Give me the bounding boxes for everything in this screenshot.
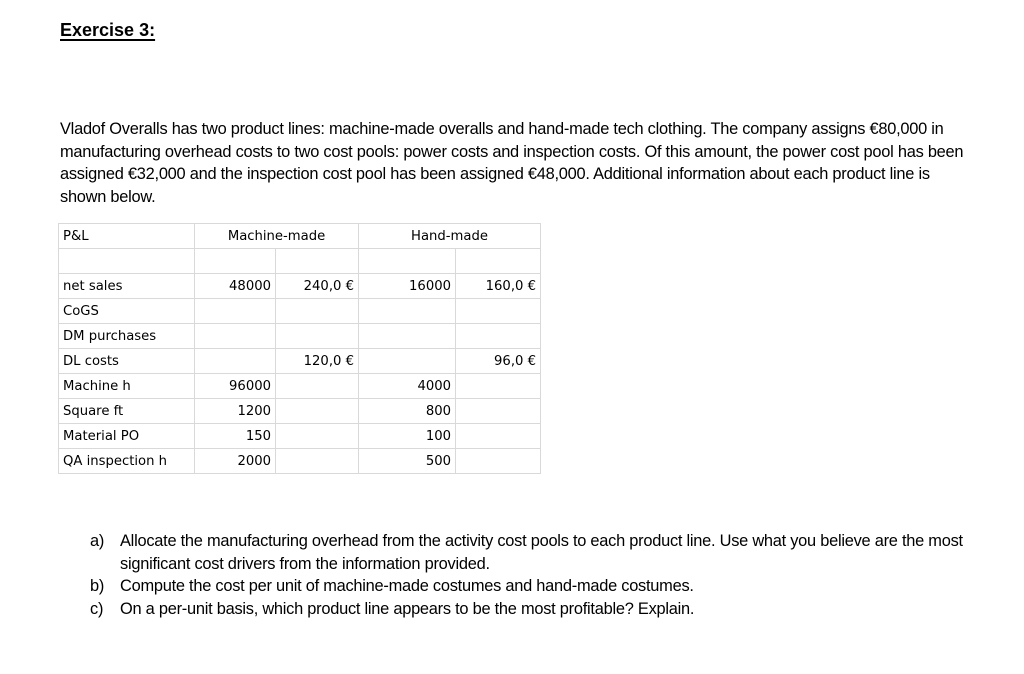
hand-amount: 160,0 € bbox=[456, 274, 541, 299]
machine-value bbox=[195, 349, 276, 374]
hand-amount bbox=[456, 249, 541, 274]
hand-value bbox=[359, 249, 456, 274]
row-label: Material PO bbox=[59, 424, 195, 449]
question-label: b) bbox=[90, 577, 105, 596]
table-row bbox=[59, 374, 541, 399]
header-pl: P&L bbox=[59, 224, 195, 249]
question-text: Allocate the manufacturing overhead from the activity cost pools to each product line. Use what you believe are the most significant cost drivers from the information provided. bbox=[120, 532, 963, 573]
hand-value: 4000 bbox=[359, 374, 456, 399]
machine-amount bbox=[276, 399, 359, 424]
hand-amount bbox=[456, 449, 541, 474]
hand-value bbox=[359, 349, 456, 374]
question-text: On a per-unit basis, which product line appears to be the most profitable? Explain. bbox=[120, 599, 695, 618]
header-machine-made: Machine-made bbox=[195, 224, 359, 249]
machine-amount bbox=[276, 449, 359, 474]
hand-value: 16000 bbox=[359, 274, 456, 299]
machine-amount bbox=[276, 424, 359, 449]
row-label: CoGS bbox=[59, 299, 195, 324]
machine-value: 48000 bbox=[195, 274, 276, 299]
question-list bbox=[90, 530, 970, 620]
table-row bbox=[59, 299, 541, 324]
question-text: Compute the cost per unit of machine-made costumes and hand-made costumes. bbox=[120, 577, 694, 596]
machine-amount bbox=[276, 299, 359, 324]
machine-amount bbox=[276, 324, 359, 349]
table-row bbox=[59, 324, 541, 349]
row-label bbox=[59, 249, 195, 274]
machine-value bbox=[195, 299, 276, 324]
pl-table bbox=[58, 223, 541, 474]
table-row bbox=[59, 274, 541, 299]
question-a bbox=[90, 530, 970, 575]
hand-amount bbox=[456, 374, 541, 399]
exercise-title: Exercise 3: bbox=[60, 20, 156, 40]
hand-amount bbox=[456, 424, 541, 449]
machine-value bbox=[195, 324, 276, 349]
row-label: DM purchases bbox=[59, 324, 195, 349]
hand-amount bbox=[456, 399, 541, 424]
row-label: QA inspection h bbox=[59, 449, 195, 474]
hand-value: 100 bbox=[359, 424, 456, 449]
row-label: net sales bbox=[59, 274, 195, 299]
machine-amount bbox=[276, 374, 359, 399]
hand-amount bbox=[456, 299, 541, 324]
machine-value bbox=[195, 249, 276, 274]
table-row bbox=[59, 424, 541, 449]
machine-amount bbox=[276, 249, 359, 274]
machine-value: 1200 bbox=[195, 399, 276, 424]
machine-amount: 120,0 € bbox=[276, 349, 359, 374]
row-label: Machine h bbox=[59, 374, 195, 399]
machine-value: 2000 bbox=[195, 449, 276, 474]
table-row bbox=[59, 399, 541, 424]
table-header-row bbox=[59, 224, 541, 249]
hand-amount bbox=[456, 324, 541, 349]
hand-value: 800 bbox=[359, 399, 456, 424]
intro-paragraph: Vladof Overalls has two product lines: machine-made overalls and hand-made tech clothing. The company assigns €80,000 in manufacturing overhead costs to two cost pools: power costs and inspection costs. Of this amount, the power cost pool has been assigned €32,000 and the inspection cost pool has been assigned €48,000. Additional information about each product line is shown below. bbox=[60, 120, 964, 206]
row-label: DL costs bbox=[59, 349, 195, 374]
hand-value: 500 bbox=[359, 449, 456, 474]
hand-value bbox=[359, 299, 456, 324]
question-c bbox=[90, 598, 970, 621]
table-row bbox=[59, 449, 541, 474]
question-b bbox=[90, 575, 970, 598]
question-label: c) bbox=[90, 599, 104, 618]
header-hand-made: Hand-made bbox=[359, 224, 541, 249]
row-label: Square ft bbox=[59, 399, 195, 424]
machine-value: 96000 bbox=[195, 374, 276, 399]
question-label: a) bbox=[90, 532, 105, 550]
machine-amount: 240,0 € bbox=[276, 274, 359, 299]
machine-value: 150 bbox=[195, 424, 276, 449]
hand-amount: 96,0 € bbox=[456, 349, 541, 374]
hand-value bbox=[359, 324, 456, 349]
table-row bbox=[59, 349, 541, 374]
table-row bbox=[59, 249, 541, 274]
